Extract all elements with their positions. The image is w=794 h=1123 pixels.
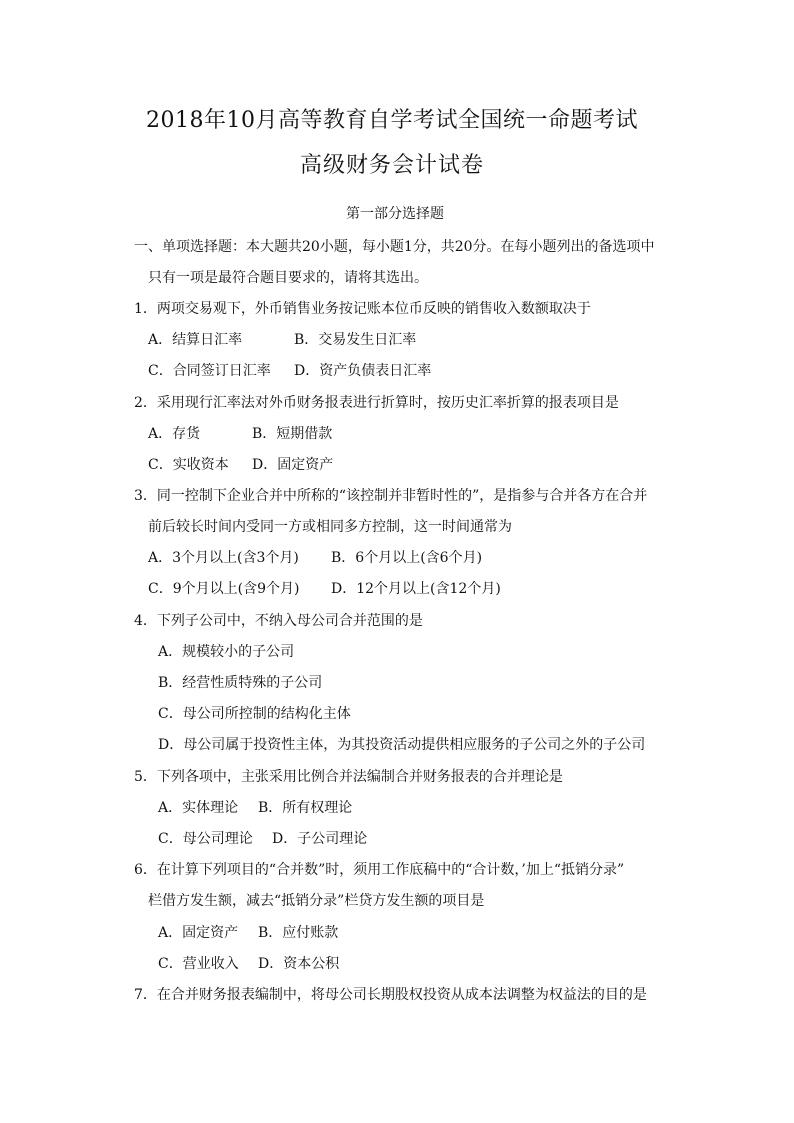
- question-6-option-d: D．资本公积: [258, 956, 340, 972]
- question-3-option-c: C．9个月以上(含9个月): [148, 581, 300, 597]
- question-4-option-a: A．规模较小的子公司: [158, 644, 295, 660]
- question-1-option-c: C．合同签订日汇率: [148, 363, 271, 379]
- question-1-option-b: B．交易发生日汇率: [294, 332, 417, 348]
- question-5-option-b: B．所有权理论: [258, 800, 353, 816]
- question-3-option-a: A．3个月以上(含3个月): [148, 550, 299, 566]
- question-1-stem: 1．两项交易观下，外币销售业务按记账本位币反映的销售收入数额取决于: [134, 301, 591, 317]
- question-1-option-d: D．资产负债表日汇率: [294, 363, 432, 379]
- question-2-option-a: A．存货: [148, 426, 201, 442]
- question-6-option-c: C．营业收入: [158, 956, 239, 972]
- section-heading-cont: 只有一项是最符合题目要求的，请将其选出。: [148, 270, 428, 286]
- exam-subtitle: 高级财务会计试卷: [300, 153, 485, 178]
- question-6-option-a: A．固定资产: [158, 925, 239, 941]
- question-4-option-b: B．经营性质特殊的子公司: [158, 675, 323, 691]
- question-6-stem-cont: 栏借方发生额，减去“抵销分录”栏贷方发生额的项目是: [148, 893, 485, 909]
- question-2-stem: 2．采用现行汇率法对外币财务报表进行折算时，按历史汇率折算的报表项目是: [134, 395, 619, 411]
- part-title: 第一部分选择题: [346, 206, 444, 222]
- section-heading: 一、单项选择题：本大题共20小题，每小题1分，共20分。在每小题列出的备选项中: [134, 239, 655, 255]
- question-2-option-d: D．固定资产: [252, 457, 334, 473]
- question-3-stem-cont: 前后较长时间内受同一方或相同多方控制，这一时间通常为: [148, 519, 512, 535]
- question-5-stem: 5．下列各项中，主张采用比例合并法编制合并财务报表的合并理论是: [134, 769, 563, 785]
- question-2-option-b: B．短期借款: [252, 426, 333, 442]
- question-5-option-c: C．母公司理论: [158, 831, 253, 847]
- question-4-option-c: C．母公司所控制的结构化主体: [158, 706, 351, 722]
- question-4-option-d: D．母公司属于投资性主体，为其投资活动提供相应服务的子公司之外的子公司: [158, 737, 646, 753]
- question-3-option-d: D．12个月以上(含12个月): [331, 581, 501, 597]
- question-7-stem: 7．在合并财务报表编制中，将母公司长期股权投资从成本法调整为权益法的目的是: [134, 987, 647, 1003]
- question-5-option-d: D．子公司理论: [272, 831, 368, 847]
- question-6-stem: 6．在计算下列项目的“合并数”时，须用工作底稿中的“合计数，’加上“抵销分录”: [134, 862, 625, 878]
- question-3-stem: 3．同一控制下企业合并中所称的“该控制并非暂时性的”，是指参与合并各方在合并: [134, 488, 648, 504]
- question-6-option-b: B．应付账款: [258, 925, 339, 941]
- exam-title: 2018年10月高等教育自学考试全国统一命题考试: [146, 108, 638, 133]
- question-4-stem: 4．下列子公司中，不纳入母公司合并范围的是: [134, 613, 423, 629]
- question-2-option-c: C．实收资本: [148, 457, 229, 473]
- question-5-option-a: A．实体理论: [158, 800, 239, 816]
- question-3-option-b: B．6个月以上(含6个月): [331, 550, 483, 566]
- question-1-option-a: A．结算日汇率: [148, 332, 243, 348]
